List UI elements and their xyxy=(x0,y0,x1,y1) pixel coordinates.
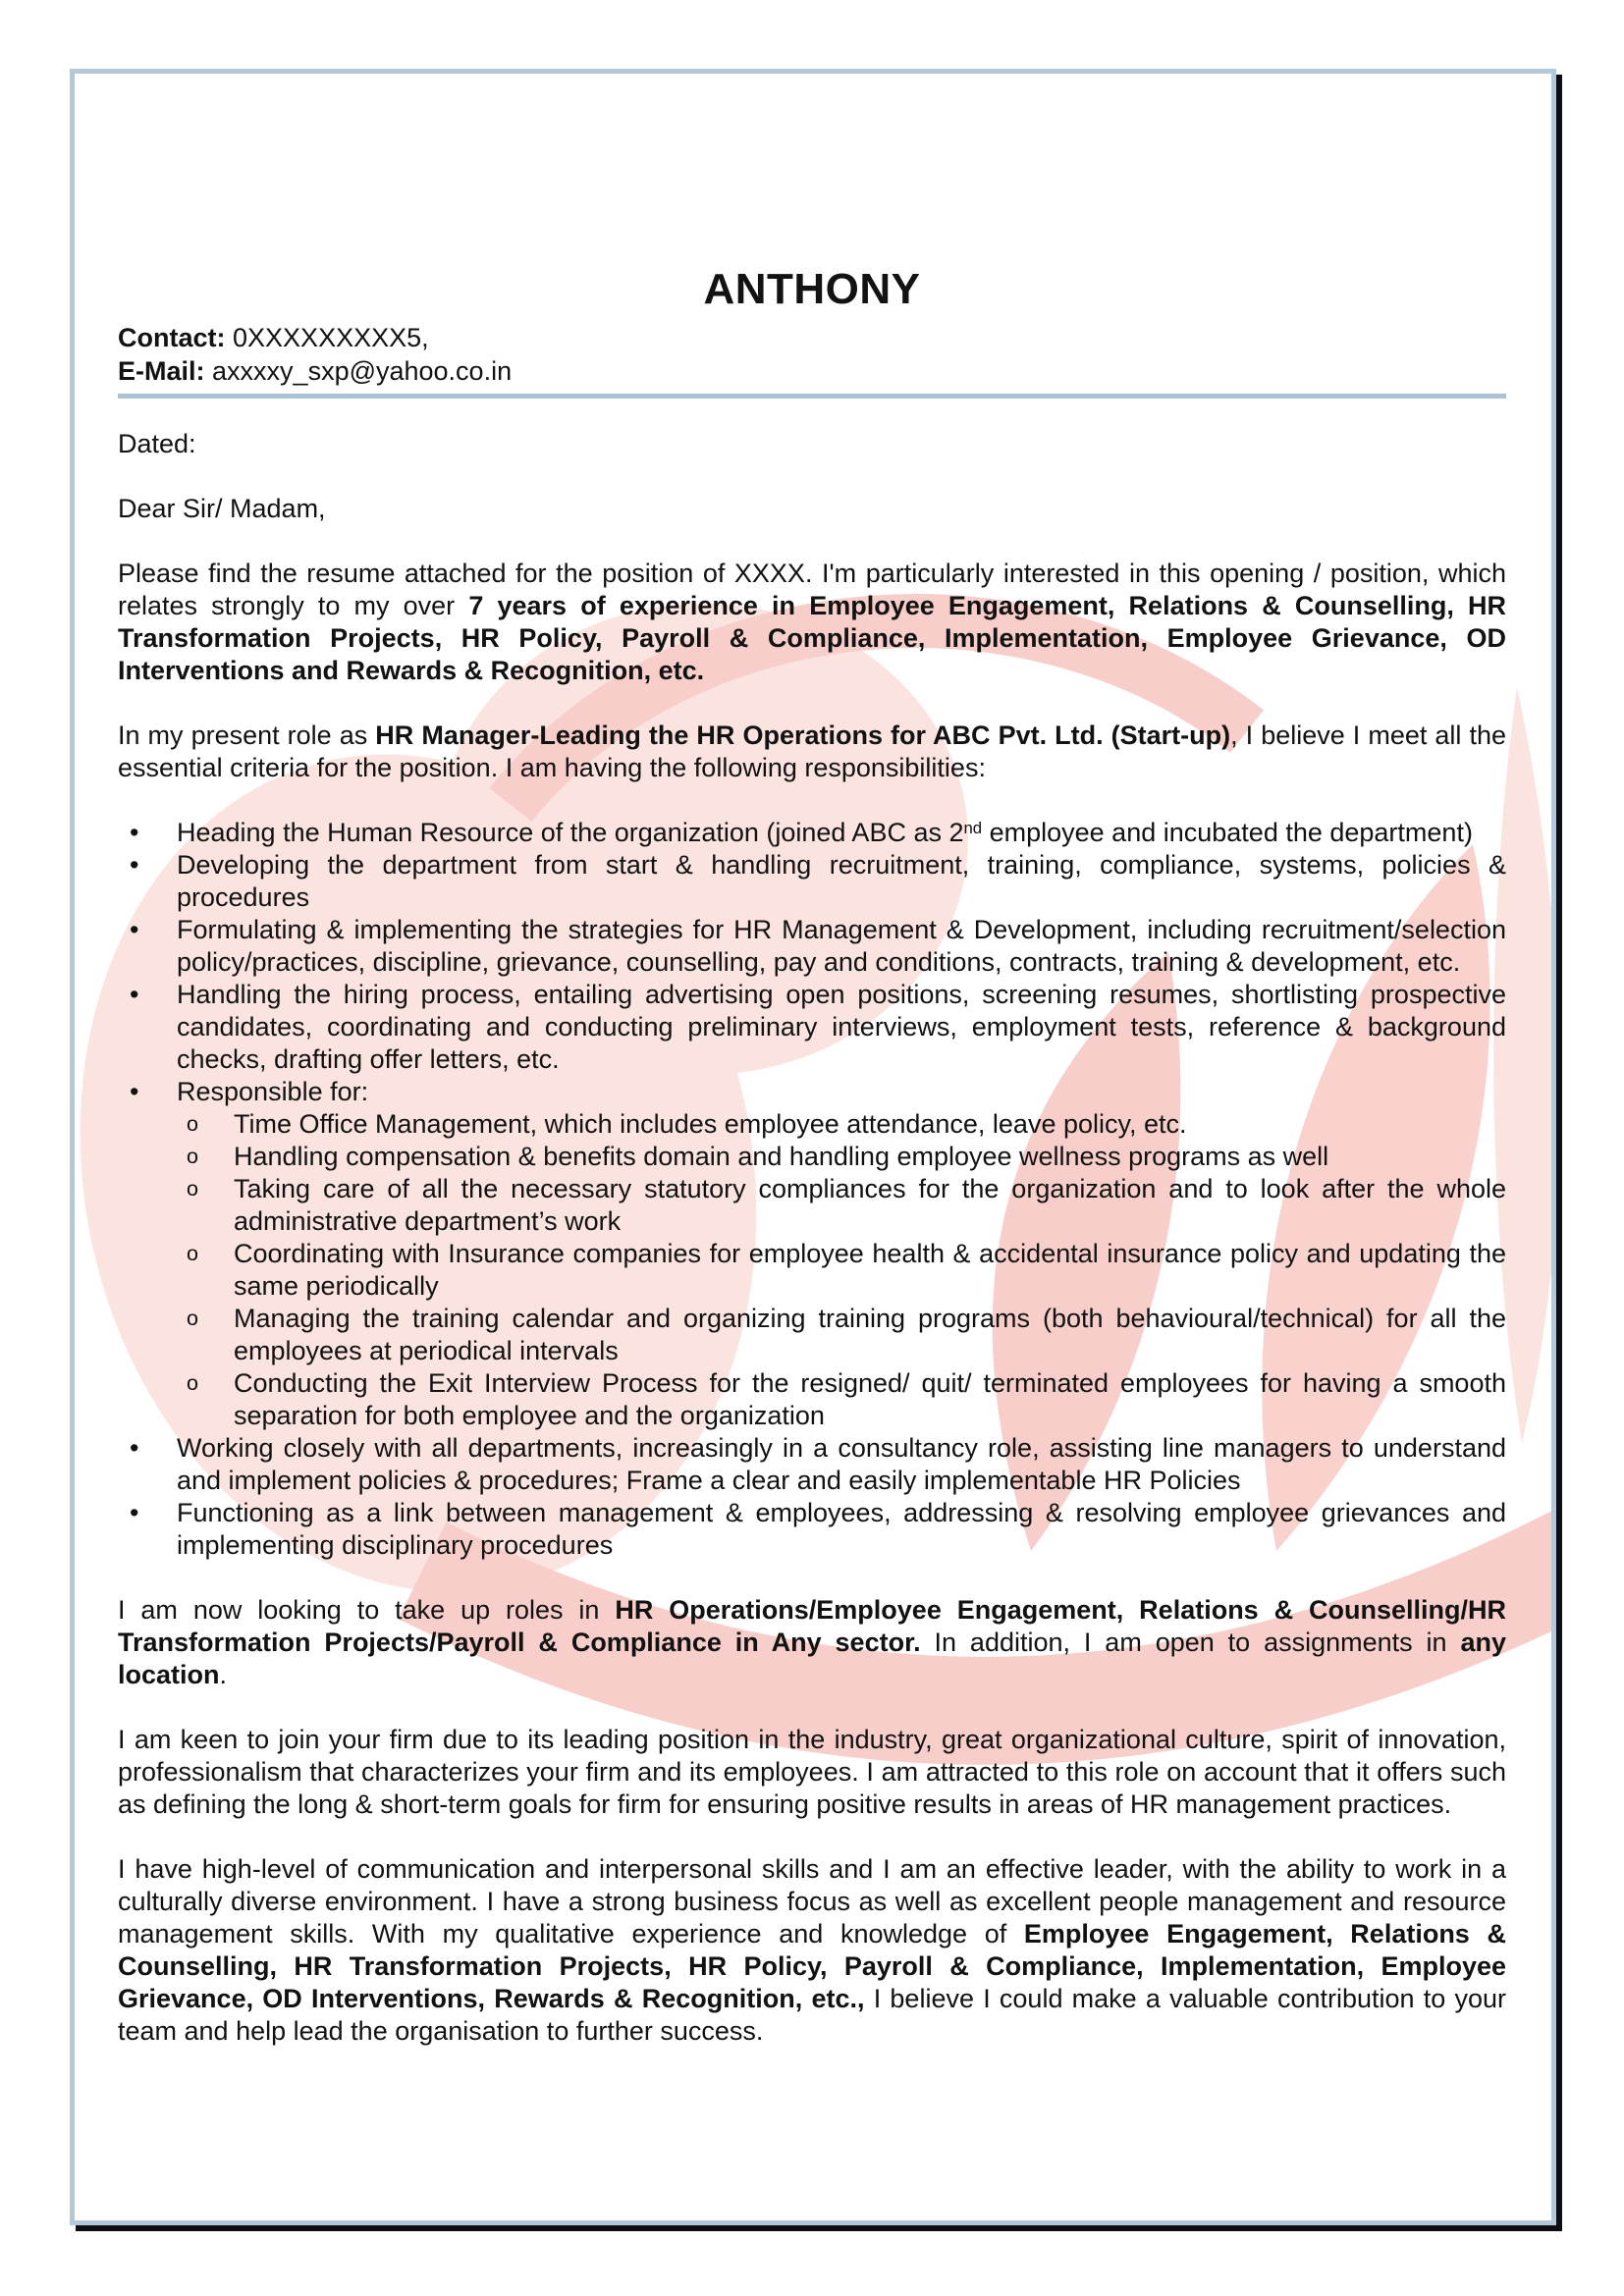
paragraph xyxy=(118,720,1506,784)
body-text: Conducting the Exit Interview Process for the resigned/ quit/ terminated employees for having a smooth separation for both employee and the organization xyxy=(234,1368,1506,1430)
body-text: , I believe I meet all the essential criteria for the position. I am having the following responsibilities: xyxy=(118,721,1506,782)
body-text: Working closely with all departments, increasingly in a consultancy role, assisting line managers to understand and implement policies & procedures; Frame a clear and easily implementable HR Policies xyxy=(177,1433,1506,1495)
bullet-marker: • xyxy=(130,980,139,1009)
sub-bullet-item xyxy=(118,1303,1506,1367)
page-frame xyxy=(70,69,1556,2225)
paragraph xyxy=(118,1594,1506,1691)
body-text: Formulating & implementing the strategies for HR Management & Development, including recruitment/selection policy/practices, discipline, grievance, counselling, pay and conditions, contracts, training & development, etc. xyxy=(177,915,1506,977)
body-text: Taking care of all the necessary statutory compliances for the organization and to look after the whole administrative department’s work xyxy=(234,1174,1506,1236)
sub-bullet-item xyxy=(118,1238,1506,1303)
body-text: Functioning as a link between management & employees, addressing & resolving employee grievances and implementing disciplinary procedures xyxy=(177,1498,1506,1560)
body-text: In my present role as xyxy=(118,721,376,750)
salutation: Dear Sir/ Madam, xyxy=(118,494,326,523)
bullet-item xyxy=(118,849,1506,914)
bullet-marker: • xyxy=(130,818,139,847)
bullet-item xyxy=(118,817,1506,849)
bullet-item xyxy=(118,1497,1506,1562)
emphasis-text: HR Manager-Leading the HR Operations for ABC Pvt. Ltd. (Start-up) xyxy=(375,721,1231,750)
bullet-marker: • xyxy=(130,1433,139,1463)
bullet-list xyxy=(118,817,1506,1562)
bullet-marker: • xyxy=(130,850,139,880)
sub-bullet-marker: o xyxy=(187,1241,199,1265)
body-text: I am keen to join your firm due to its leading position in the industry, great organizational culture, spirit of innovation, professionalism that characterizes your firm and its employees. I am attracted to this role on account that it offers such as defining the long & short-term goals for firm for ensuring positive results in areas of HR management practices. xyxy=(118,1725,1506,1819)
sub-bullet-item xyxy=(118,1108,1506,1141)
body-text: Please find the resume attached for the position of XXXX. I'm particularly interested in this opening / position, which relates strongly to my over xyxy=(118,559,1506,620)
paragraph xyxy=(118,1724,1506,1821)
page-title: ANTHONY xyxy=(703,265,921,313)
sub-bullet-marker: o xyxy=(187,1144,199,1168)
body-text: . xyxy=(219,1660,228,1689)
contact-label: Contact: xyxy=(118,323,226,352)
body-text: Developing the department from start & handling recruitment, training, compliance, systems, policies & procedures xyxy=(177,850,1506,912)
bullet-marker: • xyxy=(130,915,139,944)
body-text: Managing the training calendar and organizing training programs (both behavioural/technical) for all the employees at periodical intervals xyxy=(234,1304,1506,1365)
sub-bullet-item xyxy=(118,1141,1506,1173)
email-value: axxxxy_sxp@yahoo.co.in xyxy=(212,356,513,386)
sub-bullet-item xyxy=(118,1367,1506,1432)
bullet-marker: • xyxy=(130,1077,139,1106)
bullet-item xyxy=(118,914,1506,979)
paragraph xyxy=(118,558,1506,687)
body-text: Time Office Management, which includes employee attendance, leave policy, etc. xyxy=(234,1109,1187,1139)
sub-bullet-marker: o xyxy=(187,1370,199,1395)
body-text: Handling compensation & benefits domain and handling employee wellness programs as well xyxy=(234,1142,1329,1171)
body-text: Handling the hiring process, entailing advertising open positions, screening resumes, shortlisting prospective candidates, coordinating and conducting preliminary interviews, employment tests, reference & background checks, drafting offer letters, etc. xyxy=(177,980,1506,1074)
email-line xyxy=(118,354,1506,388)
emphasis-text: 7 years of experience in Employee Engagement, Relations & Counselling, HR Transformation Projects, HR Policy, Payroll & Compliance, Implementation, Employee Grievance, OD Interventions and Rewards & Recognition, etc. xyxy=(118,591,1506,685)
bullet-item xyxy=(118,1076,1506,1108)
bullet-item xyxy=(118,979,1506,1076)
email-label: E-Mail: xyxy=(118,356,205,386)
letter-body xyxy=(118,558,1506,2048)
contact-value: 0XXXXXXXXX5, xyxy=(233,323,429,352)
emphasis-text: HR Operations/Employee Engagement, Relations & Counselling/HR Transformation Projects/Payroll & Compliance in Any sector. xyxy=(118,1595,1507,1657)
header-divider xyxy=(118,394,1506,399)
emphasis-text: Employee Engagement, Relations & Counselling, HR Transformation Projects, HR Policy, Payroll & Compliance, Implementation, Employee Grievance, OD Interventions, Rewards & Recognition, etc., xyxy=(118,1919,1506,2013)
letter-content xyxy=(118,266,1506,2080)
body-text: In addition, I am open to assignments in xyxy=(920,1628,1461,1657)
sub-bullet-marker: o xyxy=(187,1176,199,1201)
sub-bullet-item xyxy=(118,1173,1506,1238)
body-text: I am now looking to take up roles in xyxy=(118,1595,616,1625)
body-text: I believe I could make a valuable contribution to your team and help lead the organisation to further success. xyxy=(118,1984,1507,2046)
body-text: Coordinating with Insurance companies for employee health & accidental insurance policy and updating the same periodically xyxy=(234,1239,1506,1301)
emphasis-text: any location xyxy=(118,1628,1507,1689)
bullet-item xyxy=(118,1432,1506,1497)
body-text: employee and incubated the department) xyxy=(982,818,1473,847)
body-text: Heading the Human Resource of the organization (joined ABC as 2 xyxy=(177,818,964,847)
body-text: I have high-level of communication and interpersonal skills and I am an effective leader, with the ability to work in a culturally diverse environment. I have a strong business focus as well as excellent people management and resource management skills. With my qualitative experience and knowledge of xyxy=(118,1854,1506,1949)
paragraph xyxy=(118,1853,1506,2048)
sub-bullet-marker: o xyxy=(187,1306,199,1330)
dated-line: Dated: xyxy=(118,429,196,458)
superscript-text: nd xyxy=(963,819,983,838)
contact-line xyxy=(118,321,1506,354)
bullet-marker: • xyxy=(130,1498,139,1527)
sub-bullet-marker: o xyxy=(187,1111,199,1136)
body-text: Responsible for: xyxy=(177,1077,369,1106)
